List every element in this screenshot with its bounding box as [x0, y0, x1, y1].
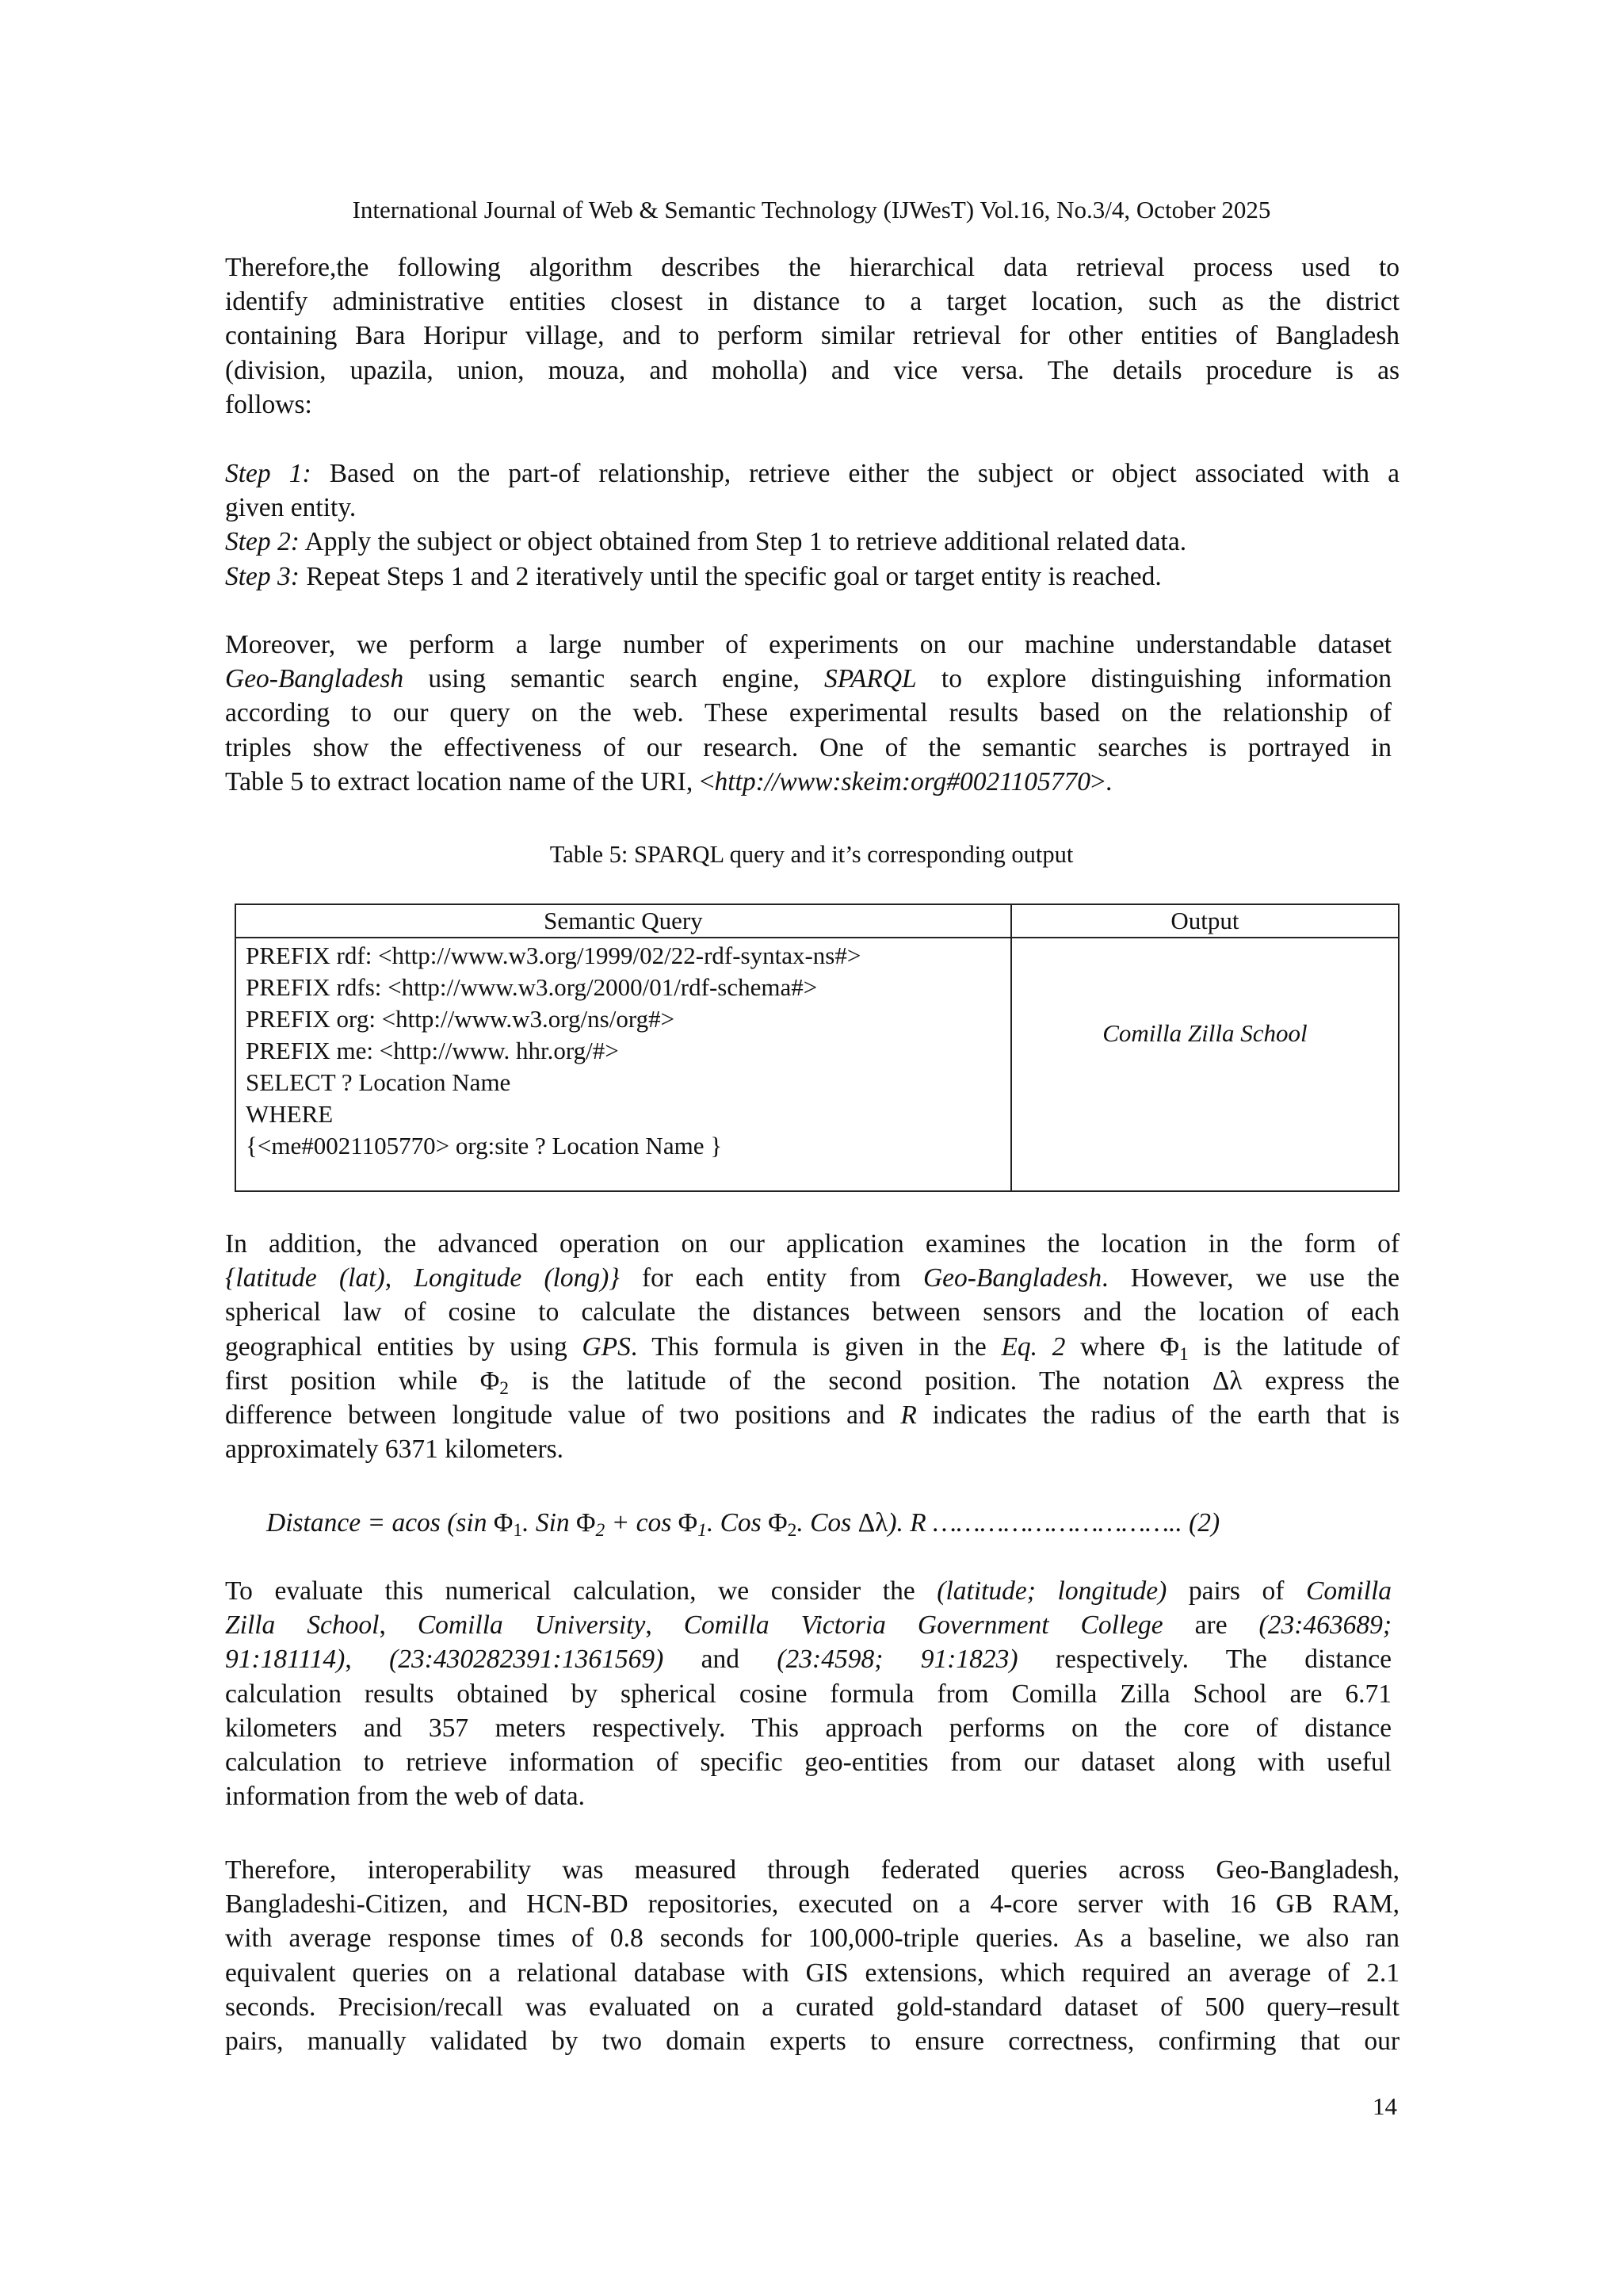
text-span: for each entity from	[619, 1263, 923, 1293]
text-line	[225, 1261, 1400, 1295]
text-line: identify administrative entities closest in distance to a target location, such as the district	[225, 287, 1400, 317]
text-line: Therefore,the following algorithm describes the hierarchical data retrieval process used to	[225, 253, 1400, 282]
text-line: (division, upazila, union, mouza, and moholla) and vice versa. The details procedure is as	[225, 355, 1400, 385]
query-line: PREFIX rdf: <http://www.w3.org/1999/02/22-rdf-syntax-ns#>	[246, 942, 861, 969]
query-cell	[235, 938, 1011, 1191]
step-label: Step 2:	[225, 527, 300, 557]
text-line: pairs, manually validated by two domain experts to ensure correctness, confirming that our	[225, 2027, 1400, 2057]
text-span: (23:430282391:1361569)	[389, 1645, 664, 1675]
text-span: indicates the radius of the earth that is	[916, 1400, 1400, 1431]
step-3	[225, 560, 1400, 594]
column-header-output: Output	[1011, 904, 1399, 938]
text-span: 91:181114)	[225, 1645, 346, 1675]
text-span: difference between longitude value of two positions and	[225, 1400, 901, 1431]
step-1-continuation: given entity.	[225, 493, 357, 523]
text-span: . This formula is given in the	[630, 1331, 1002, 1362]
text-span: ,	[645, 1610, 684, 1641]
query-line: {<me#0021105770> org:site ? Location Name }	[246, 1132, 723, 1159]
delta-lambda-symbol: Δλ	[857, 1508, 888, 1538]
dataset-name: Geo-Bangladesh	[225, 664, 404, 694]
eq-part: . Cos	[796, 1508, 858, 1538]
query-line: WHERE	[246, 1100, 334, 1128]
query-line: SELECT ? Location Name	[246, 1068, 511, 1096]
text-line: information from the web of data.	[225, 1782, 585, 1812]
algorithm-steps	[225, 457, 1400, 594]
text-line: calculation to retrieve information of specific geo-entities from our dataset along with useful	[225, 1748, 1392, 1778]
text-span: Comilla	[1306, 1576, 1392, 1606]
text-span: where Φ	[1065, 1331, 1180, 1362]
text-line: according to our query on the web. These experimental results based on the relationship of	[225, 698, 1392, 728]
uri: http://www:skeim:org#0021105770	[714, 766, 1091, 797]
equation-reference: Eq. 2	[1001, 1331, 1066, 1362]
distance-paragraph	[225, 1227, 1400, 1466]
text-span: (23:4598; 91:1823)	[777, 1645, 1018, 1675]
text-span: to explore distinguishing information	[916, 664, 1392, 694]
text-line	[225, 765, 1392, 799]
text-span: ,	[379, 1610, 418, 1641]
text-line: kilometers and 357 meters respectively. This approach performs on the core of distance	[225, 1713, 1392, 1743]
distance-equation	[266, 1506, 1400, 1540]
subscript: 2	[787, 1519, 797, 1541]
text-span: ,	[345, 1645, 390, 1675]
step-text: Based on the part-of relationship, retrieve either the subject or object associated with a	[329, 459, 1400, 488]
text-span: Table 5 to extract location name of the URI, <	[225, 766, 715, 797]
text-span: R	[900, 1400, 917, 1431]
output-cell: Comilla Zilla School	[1011, 938, 1399, 1191]
table-row	[235, 938, 1399, 1191]
text-line: follows:	[225, 389, 312, 419]
subscript: 1	[1179, 1343, 1189, 1365]
text-span: GPS	[582, 1331, 631, 1362]
text-line: Therefore, interoperability was measured through federated queries across Geo-Bangladesh,	[225, 1855, 1400, 1885]
text-line	[225, 1398, 1400, 1432]
step-2	[225, 525, 1400, 559]
eq-part: Distance = acos (sin	[266, 1508, 494, 1538]
text-span: (23:463689;	[1258, 1610, 1392, 1641]
text-span: is the latitude of the second position. The notation Δλ express the	[508, 1366, 1400, 1396]
step-label: Step 3:	[225, 561, 300, 591]
query-line: PREFIX rdfs: <http://www.w3.org/2000/01/rdf-schema#>	[246, 973, 818, 1001]
phi-symbol: Φ	[678, 1508, 698, 1538]
query-line: PREFIX me: <http://www. hhr.org/#>	[246, 1037, 619, 1064]
evaluation-paragraph	[225, 1574, 1392, 1813]
text-line: Bangladeshi-Citizen, and HCN-BD repositories, executed on a 4-core server with 16 GB RAM,	[225, 1889, 1400, 1920]
query-line: PREFIX org: <http://www.w3.org/ns/org#>	[246, 1005, 675, 1033]
text-line: containing Bara Horipur village, and to perform similar retrieval for other entities of Bangladesh	[225, 321, 1400, 351]
text-span: is the latitude of	[1188, 1331, 1400, 1362]
step-1	[225, 457, 1400, 491]
text-span: using semantic search engine,	[403, 664, 825, 694]
text-line: triples show the effectiveness of our research. One of the semantic searches is portrayed in	[225, 732, 1392, 762]
text-line: calculation results obtained by spherical cosine formula from Comilla Zilla School are 6.71	[225, 1679, 1392, 1709]
text-span: . However, we use the	[1102, 1263, 1400, 1293]
text-line	[225, 1608, 1392, 1642]
experiments-paragraph	[225, 628, 1392, 799]
eq-part: ). R ………………………….. (2)	[888, 1508, 1220, 1538]
sparql-table	[235, 904, 1400, 1192]
step-text: Repeat Steps 1 and 2 iteratively until the specific goal or target entity is reached.	[306, 561, 1162, 591]
subscript: 1	[697, 1519, 707, 1541]
text-line: Moreover, we perform a large number of experiments on our machine understandable dataset	[225, 630, 1392, 659]
text-line	[225, 1642, 1392, 1676]
text-span: respectively. The distance	[1018, 1645, 1392, 1675]
text-line: equivalent queries on a relational database with GIS extensions, which required an average of 2.1	[225, 1958, 1400, 1988]
phi-symbol: Φ	[493, 1508, 514, 1538]
dataset-name: Geo-Bangladesh	[922, 1263, 1102, 1293]
eq-part: . Sin	[522, 1508, 576, 1538]
text-line	[225, 1574, 1392, 1608]
text-line: approximately 6371 kilometers.	[225, 1435, 564, 1465]
text-span: first position while Φ	[225, 1366, 500, 1396]
text-span: are	[1163, 1610, 1259, 1641]
subscript: 2	[499, 1377, 509, 1399]
text-span: geographical entities by using	[225, 1331, 582, 1362]
text-span: and	[663, 1645, 777, 1675]
eq-part: + cos	[605, 1508, 678, 1538]
text-line: seconds. Precision/recall was evaluated on a curated gold-standard dataset of 500 query–result	[225, 1992, 1400, 2022]
subscript: 2	[595, 1519, 605, 1541]
table-header-row	[235, 904, 1399, 938]
text-span: (latitude; longitude)	[937, 1576, 1167, 1606]
table-caption: Table 5: SPARQL query and it’s corresponding output	[549, 841, 1074, 868]
interoperability-paragraph	[225, 1853, 1400, 2058]
text-line	[225, 1364, 1400, 1398]
step-label: Step 1:	[225, 459, 311, 488]
text-line: with average response times of 0.8 seconds for 100,000-triple queries. As a baseline, we also ran	[225, 1924, 1400, 1954]
phi-symbol: Φ	[768, 1508, 788, 1538]
phi-symbol: Φ	[576, 1508, 596, 1538]
engine-name: SPARQL	[824, 664, 917, 694]
text-span: To evaluate this numerical calculation, we consider the	[225, 1576, 938, 1606]
text-span: {latitude (lat), Longitude (long)}	[225, 1263, 620, 1293]
text-line: spherical law of cosine to calculate the distances between sensors and the location of each	[225, 1297, 1400, 1328]
text-span: Comilla Victoria Government College	[683, 1610, 1163, 1641]
journal-header: International Journal of Web & Semantic Technology (IJWesT) Vol.16, No.3/4, October 2025	[352, 196, 1271, 223]
text-line: In addition, the advanced operation on our application examines the location in the form of	[225, 1229, 1400, 1259]
eq-part: . Cos	[706, 1508, 769, 1538]
algorithm-intro-paragraph	[225, 250, 1400, 422]
step-text: Apply the subject or object obtained from Step 1 to retrieve additional related data.	[304, 527, 1187, 557]
page-number: 14	[1373, 2092, 1397, 2120]
text-span: pairs of	[1167, 1576, 1307, 1606]
column-header-query: Semantic Query	[235, 904, 1011, 938]
subscript: 1	[513, 1519, 523, 1541]
text-span: Zilla School	[225, 1610, 380, 1641]
text-line	[225, 662, 1392, 696]
text-span: Comilla University	[417, 1610, 646, 1641]
text-span: >.	[1090, 766, 1113, 797]
text-line	[225, 1330, 1400, 1364]
